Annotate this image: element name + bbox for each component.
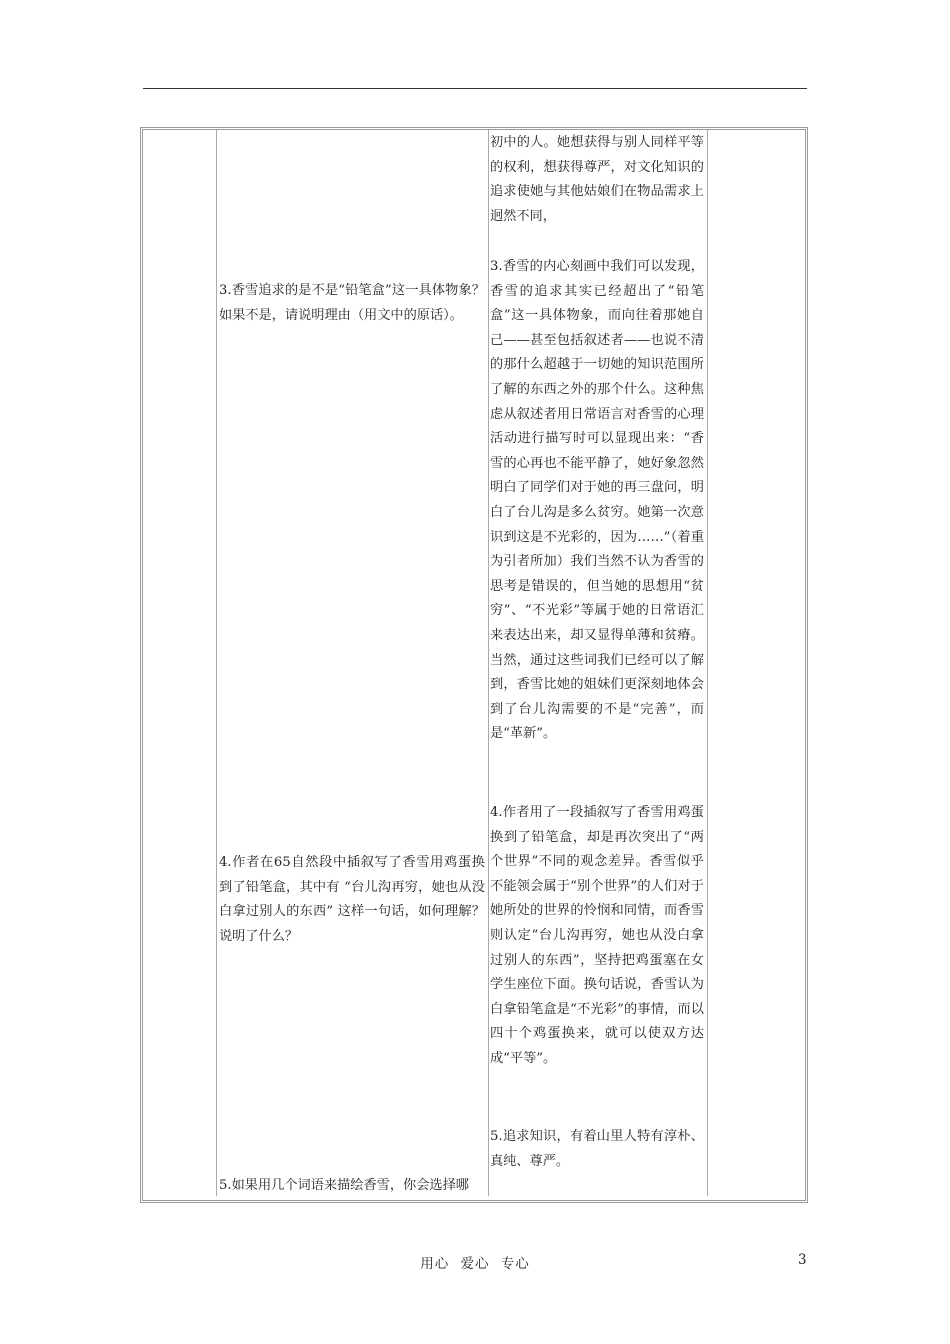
answer-4 (490, 801, 704, 1072)
column-divider-3 (707, 130, 708, 1196)
footer-slogan: 用心 爱心 专心 (420, 1256, 530, 1272)
answer-3-text: 3.香雪的内心刻画中我们可以发现，香雪的追求其实已经超出了“铅笔盒”这一具体物象，而向往着那她自己——甚至包括叙述者——也说不清的那什么超越于一切她的知识范围所了解的东西之外的那个什么。这种焦虑从叙述者用日常语言对香雪的心理活动进行描写时可以显现出来：“香雪的心再也不能平静了，她好象忽然明白了同学们对于她的再三盘问，明白了台儿沟是多么贫穷。她第一次意识到这是不光彩的，因为……”（着重为引者所加）我们当然不认为香雪的思考是错误的，但当她的思想用“贫穷”、“不光彩”等属于她的日常语汇来表达出来，却又显得单薄和贫瘠。当然，通过这些词我们已经可以了解到，香雪比她的姐妹们更深刻地体会到了台儿沟需要的不是“完善”，而是“革新”。 (490, 259, 704, 742)
page-number: 3 (798, 1252, 807, 1268)
answer-4-text: 4.作者用了一段插叙写了香雪用鸡蛋换到了铅笔盒，却是再次突出了“两个世界”不同的观念差异。香雪似乎不能领会属于“别个世界”的人们对于她所处的世界的怜悯和同情，而香雪则认定“台儿沟再穷，她也从没白拿过别人的东西”，坚持把鸡蛋塞在女学生座位下面。换句话说，香雪认为白拿铅笔盒是“不光彩”的事情，而以四十个鸡蛋换来，就可以使双方达成“平等”。 (490, 805, 704, 1066)
column-divider-2 (488, 130, 489, 1196)
answer-2-text: 初中的人。她想获得与别人同样平等的权利，想获得尊严，对文化知识的追求使她与其他姑娘们在物品需求上迥然不同， (490, 135, 704, 224)
answer-5 (490, 1125, 704, 1174)
question-3 (219, 279, 485, 328)
answer-5-text: 5.追求知识，有着山里人特有淳朴、真纯、尊严。 (490, 1129, 704, 1169)
header-rule (143, 88, 807, 89)
question-5-text: 5.如果用几个词语来描绘香雪，你会选择哪 (219, 1178, 469, 1193)
question-3-text: 3.香雪追求的是不是“铅笔盒”这一具体物象？如果不是，请说明理由（用文中的原话）。 (219, 283, 485, 323)
question-4-text: 4.作者在65自然段中插叙写了香雪用鸡蛋换到了铅笔盒，其中有 “台儿沟再穷，她也从没白拿过别人的东西” 这样一句话，如何理解？说明了什么？ (219, 855, 485, 944)
answer-3 (490, 255, 704, 747)
column-divider-1 (216, 130, 217, 1196)
question-5 (219, 1174, 469, 1199)
answer-2-continued (490, 131, 704, 229)
question-4 (219, 851, 485, 949)
